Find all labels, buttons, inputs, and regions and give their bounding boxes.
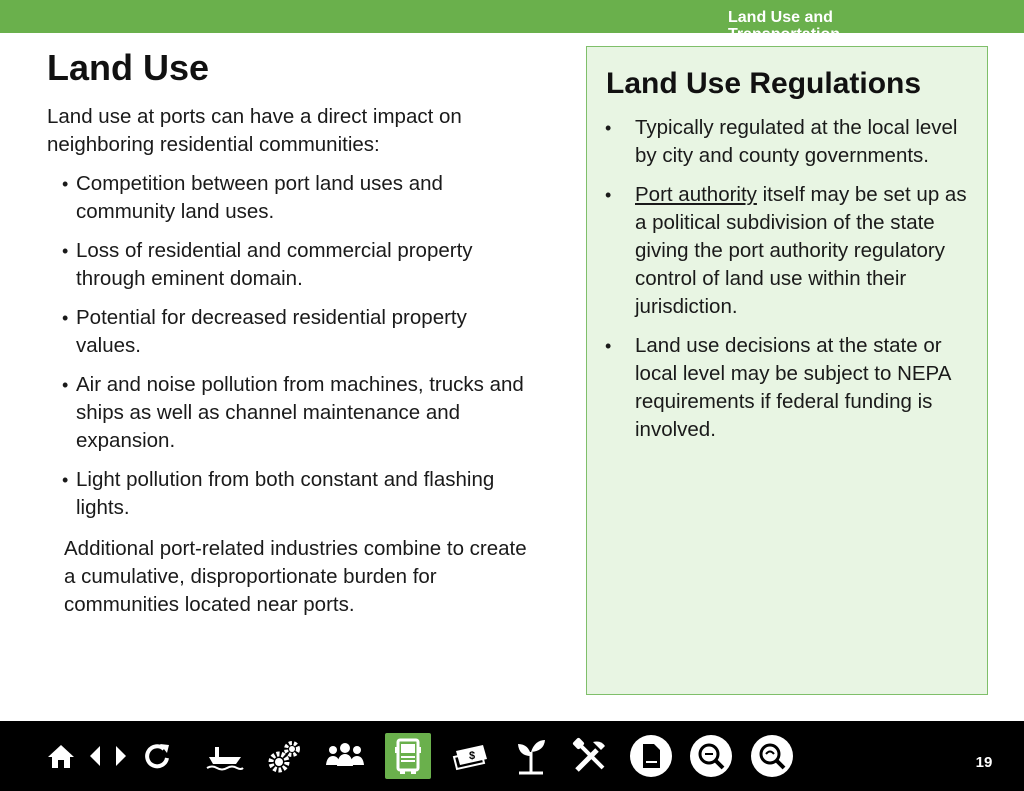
community-icon[interactable] xyxy=(322,733,368,779)
impact-list xyxy=(62,170,532,533)
bottom-nav xyxy=(0,721,1024,791)
previous-icon[interactable] xyxy=(82,733,108,779)
money-icon[interactable] xyxy=(448,733,494,779)
next-icon[interactable] xyxy=(108,733,134,779)
zoom-icon[interactable] xyxy=(749,733,795,779)
section-label: Land Use and Transportation xyxy=(728,9,841,43)
list-item: • Light pollution from both constant and flashing lights. xyxy=(62,466,532,522)
home-icon[interactable] xyxy=(38,733,84,779)
gears-icon[interactable] xyxy=(262,733,308,779)
list-item: • Competition between port land uses and community land uses. xyxy=(62,170,532,226)
refresh-icon[interactable] xyxy=(134,733,180,779)
truck-icon[interactable] xyxy=(385,733,431,779)
intro-text: Land use at ports can have a direct impact on neighboring residential communities: xyxy=(47,105,462,156)
list-item: • Loss of residential and commercial property through eminent domain. xyxy=(62,237,532,293)
list-item-text: itself may be set up as a political subdivision of the state giving the port authority regulatory control of land use within their jurisdiction. xyxy=(635,183,967,318)
port-authority-term[interactable]: Port authority xyxy=(635,183,757,206)
page-title: Land Use xyxy=(47,47,210,88)
list-item xyxy=(605,181,975,321)
document-icon[interactable] xyxy=(628,733,674,779)
regulations-list xyxy=(605,114,975,455)
regulations-panel xyxy=(586,46,988,695)
panel-title: Land Use Regulations xyxy=(606,67,922,100)
page-number: 19 xyxy=(975,754,993,771)
tools-icon[interactable] xyxy=(568,733,614,779)
list-item: • Air and noise pollution from machines, trucks and ships as well as channel maintenance and expansion. xyxy=(62,371,532,455)
search-icon[interactable] xyxy=(688,733,734,779)
top-banner xyxy=(0,0,1024,43)
list-item: • Potential for decreased residential property values. xyxy=(62,304,532,360)
svg-text:$: $ xyxy=(469,750,476,762)
list-item: • Land use decisions at the state or local level may be subject to NEPA requirements if federal funding is involved. xyxy=(605,332,975,444)
plant-icon[interactable] xyxy=(508,733,554,779)
ship-icon[interactable] xyxy=(202,733,248,779)
closing-text: Additional port-related industries combine to create a cumulative, disproportionate burden for communities located near ports. xyxy=(64,537,527,616)
list-item: • Typically regulated at the local level by city and county governments. xyxy=(605,114,975,170)
